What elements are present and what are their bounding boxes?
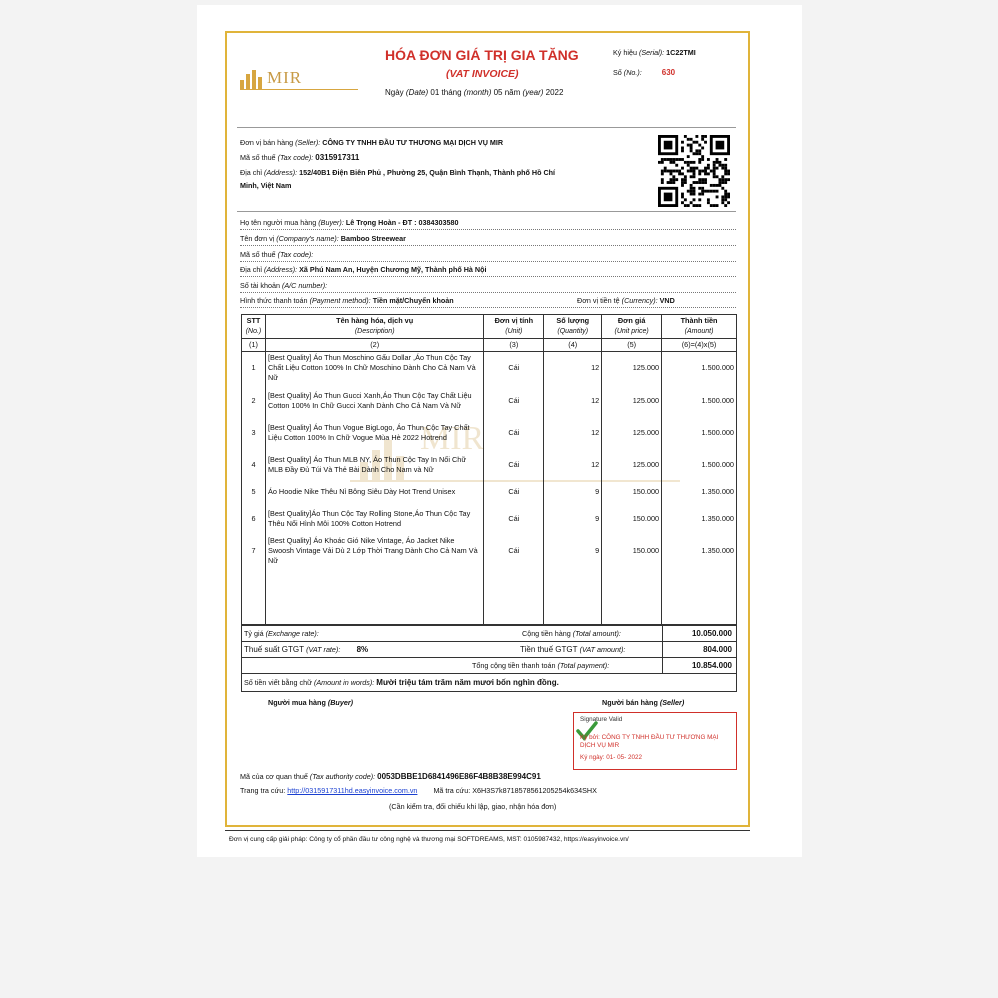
check-note: (Cần kiểm tra, đối chiếu khi lập, giao, nhận hóa đơn) bbox=[389, 802, 557, 811]
row-amount: 1.500.000 bbox=[662, 449, 737, 481]
row-unit: Cái bbox=[484, 535, 544, 567]
row-amount: 1.500.000 bbox=[662, 352, 737, 385]
totals-row-3 bbox=[241, 657, 737, 674]
row-desc: [Best Quality]Áo Thun Cộc Tay Rolling Stone,Áo Thun Cộc Tay Thêu Nổi Hình Môi 100% Cotton Hotrend bbox=[265, 503, 483, 535]
serial-field: Ký hiệu (Serial): 1C22TMI bbox=[613, 48, 696, 57]
lookup-link[interactable]: http://0315917311hd.easyinvoice.com.vn bbox=[287, 786, 418, 795]
totals-row-1 bbox=[241, 625, 737, 642]
currency: Đơn vị tiền tệ (Currency): VND bbox=[577, 296, 675, 305]
row-unit: Cái bbox=[484, 481, 544, 503]
row-unit: Cái bbox=[484, 385, 544, 417]
row-no: 4 bbox=[242, 449, 266, 481]
signature-valid-text: Signature Valid bbox=[580, 716, 623, 723]
row-unit: Cái bbox=[484, 417, 544, 449]
logo-text: MIR bbox=[267, 68, 303, 87]
tax-authority-code: Mã của cơ quan thuế (Tax authority code): 0053DBBE1D6841496E86F4B8B38E994C91 bbox=[240, 772, 541, 781]
total-payment-label: Tổng cộng tiền thanh toán (Total payment): bbox=[472, 661, 610, 670]
row-price: 125.000 bbox=[602, 385, 662, 417]
row-desc: [Best Quality] Áo Thun Vogue BigLogo, Áo Thun Cộc Tay Chất Liệu Cotton 100% In Chữ Vogue Mùa Hè 2022 Hotrend bbox=[265, 417, 483, 449]
mir-logo bbox=[240, 66, 312, 90]
row-amount: 1.350.000 bbox=[662, 535, 737, 567]
table-row-empty bbox=[242, 567, 737, 625]
vat-amount-value: 804.000 bbox=[703, 645, 732, 654]
footer-divider bbox=[225, 830, 750, 831]
table-row bbox=[242, 535, 737, 567]
row-price: 150.000 bbox=[602, 535, 662, 567]
buyer-account: Số tài khoản (A/C number): bbox=[240, 281, 328, 290]
row-qty: 12 bbox=[544, 352, 602, 385]
seller-signature-label: Người bán hàng (Seller) bbox=[602, 698, 685, 707]
col-header: Đơn giá (Unit price) bbox=[602, 315, 662, 339]
index-cell: (6)=(4)x(5) bbox=[662, 339, 737, 352]
invoice-title: HÓA ĐƠN GIÁ TRỊ GIA TĂNG bbox=[385, 47, 579, 63]
mir-watermark: MIR bbox=[350, 420, 680, 490]
row-qty: 12 bbox=[544, 449, 602, 481]
amount-in-words-row bbox=[241, 673, 737, 692]
seller-tax: Mã số thuế (Tax code): 0315917311 bbox=[240, 153, 360, 162]
col-header: Đơn vị tính (Unit) bbox=[484, 315, 544, 339]
row-no: 7 bbox=[242, 535, 266, 567]
buyer-company: Tên đơn vị (Company's name): Bamboo Streewear bbox=[240, 234, 406, 243]
total-payment-value: 10.854.000 bbox=[691, 661, 732, 670]
index-cell: (5) bbox=[602, 339, 662, 352]
invoice-date: Ngày (Date) 01 tháng (month) 05 năm (year) 2022 bbox=[385, 88, 564, 97]
payment-method: Hình thức thanh toán (Payment method): Tiền mặt/Chuyển khoản bbox=[240, 296, 454, 305]
items-table bbox=[241, 314, 737, 625]
number-field: Số (No.): 630 bbox=[613, 68, 676, 77]
seller-address-line2: Minh, Việt Nam bbox=[240, 181, 292, 190]
row-desc: Áo Hoodie Nike Thêu Nỉ Bông Siêu Dày Hot Trend Unisex bbox=[265, 481, 483, 503]
buyer-address: Địa chỉ (Address): Xã Phú Nam An, Huyện Chương Mỹ, Thành phố Hà Nội bbox=[240, 265, 487, 274]
row-no: 1 bbox=[242, 352, 266, 385]
row-desc: [Best Quality] Áo Thun Moschino Gấu Dollar ,Áo Thun Cộc Tay Chất Liệu Cotton 100% In Chữ Moschino Dành Cho Cả Nam Và Nữ bbox=[265, 352, 483, 385]
signed-by: Ký bởi: CÔNG TY TNHH ĐẦU TƯ THƯƠNG MẠI DỊCH VỤ MIR bbox=[580, 734, 719, 749]
row-unit: Cái bbox=[484, 352, 544, 385]
row-no: 3 bbox=[242, 417, 266, 449]
buyer-name: Họ tên người mua hàng (Buyer): Lê Trọng Hoàn - ĐT : 0384303580 bbox=[240, 218, 459, 227]
total-amount-label: Cộng tiền hàng (Total amount): bbox=[522, 629, 621, 638]
row-unit: Cái bbox=[484, 503, 544, 535]
seller-address: Địa chỉ (Address): 152/40B1 Điện Biên Phủ , Phường 25, Quận Bình Thạnh, Thành phố Hồ Chí bbox=[240, 168, 556, 177]
table-row bbox=[242, 449, 737, 481]
col-header: STT (No.) bbox=[242, 315, 266, 339]
seller-name: Đơn vị bán hàng (Seller): CÔNG TY TNHH ĐẦU TƯ THƯƠNG MẠI DỊCH VỤ MIR bbox=[240, 138, 504, 147]
table-row bbox=[242, 385, 737, 417]
invoice-subtitle: (VAT INVOICE) bbox=[446, 68, 519, 80]
qr-code-icon bbox=[658, 135, 730, 207]
index-cell: (1) bbox=[242, 339, 266, 352]
signed-date: Ký ngày: 01- 05- 2022 bbox=[580, 754, 642, 761]
provider-text: Đơn vị cung cấp giải pháp: Công ty cổ phần đầu tư công nghệ và thương mại SOFTDREAMS, MST: 0105987432, https://easyinvoice.vn/ bbox=[229, 836, 629, 843]
row-price: 125.000 bbox=[602, 449, 662, 481]
vat-rate-label: Thuế suất GTGT (VAT rate): 8% bbox=[244, 645, 369, 654]
row-no: 6 bbox=[242, 503, 266, 535]
exchange-rate-label: Tỷ giá (Exchange rate): bbox=[244, 629, 319, 638]
index-cell: (3) bbox=[484, 339, 544, 352]
row-amount: 1.350.000 bbox=[662, 481, 737, 503]
index-cell: (2) bbox=[265, 339, 483, 352]
row-price: 150.000 bbox=[602, 503, 662, 535]
row-desc: [Best Quality] Áo Thun MLB NY, Áo Thun Cộc Tay In Nổi Chữ MLB Đầy Đủ Túi Và Thẻ Bài Dành Cho Nam và Nữ bbox=[265, 449, 483, 481]
col-header: Số lượng (Quantity) bbox=[544, 315, 602, 339]
row-no: 5 bbox=[242, 481, 266, 503]
row-amount: 1.350.000 bbox=[662, 503, 737, 535]
table-row bbox=[242, 352, 737, 385]
table-header-row bbox=[242, 315, 737, 339]
col-header: Tên hàng hóa, dịch vụ (Description) bbox=[265, 315, 483, 339]
table-row bbox=[242, 481, 737, 503]
buyer-tax: Mã số thuế (Tax code): bbox=[240, 250, 314, 259]
digital-signature-box bbox=[573, 712, 737, 770]
totals-row-2 bbox=[241, 641, 737, 658]
index-cell: (4) bbox=[544, 339, 602, 352]
buyer-signature-label: Người mua hàng (Buyer) bbox=[268, 698, 354, 707]
row-qty: 9 bbox=[544, 535, 602, 567]
vat-amount-label: Tiền thuế GTGT (VAT amount): bbox=[520, 645, 626, 654]
row-qty: 12 bbox=[544, 385, 602, 417]
row-desc: [Best Quality] Áo Thun Gucci Xanh,Áo Thun Cộc Tay Chất Liệu Cotton 100% In Chữ Gucci Xanh Dành Cho Cả Nam Và Nữ bbox=[265, 385, 483, 417]
total-amount-value: 10.050.000 bbox=[691, 629, 732, 638]
row-price: 125.000 bbox=[602, 417, 662, 449]
row-qty: 9 bbox=[544, 503, 602, 535]
row-price: 125.000 bbox=[602, 352, 662, 385]
col-header: Thành tiền (Amount) bbox=[662, 315, 737, 339]
row-desc: [Best Quality] Áo Khoác Gió Nike Vintage, Áo Jacket Nike Swoosh Vintage Vải Dù 2 Lớp Thời Trang Dành Cho Cả Nam Và Nữ bbox=[265, 535, 483, 567]
lookup-line: Trang tra cứu: http://0315917311hd.easyinvoice.com.vn Mã tra cứu: X6H3S7k8718578561205254k634SHX bbox=[240, 786, 597, 795]
row-amount: 1.500.000 bbox=[662, 417, 737, 449]
row-no: 2 bbox=[242, 385, 266, 417]
row-qty: 12 bbox=[544, 417, 602, 449]
row-qty: 9 bbox=[544, 481, 602, 503]
row-amount: 1.500.000 bbox=[662, 385, 737, 417]
table-index-row bbox=[242, 339, 737, 352]
row-price: 150.000 bbox=[602, 481, 662, 503]
amount-in-words: Số tiền viết bằng chữ (Amount in words): Mười triệu tám trăm năm mươi bốn nghìn đồng. bbox=[244, 678, 559, 687]
table-row bbox=[242, 417, 737, 449]
table-row bbox=[242, 503, 737, 535]
row-unit: Cái bbox=[484, 449, 544, 481]
